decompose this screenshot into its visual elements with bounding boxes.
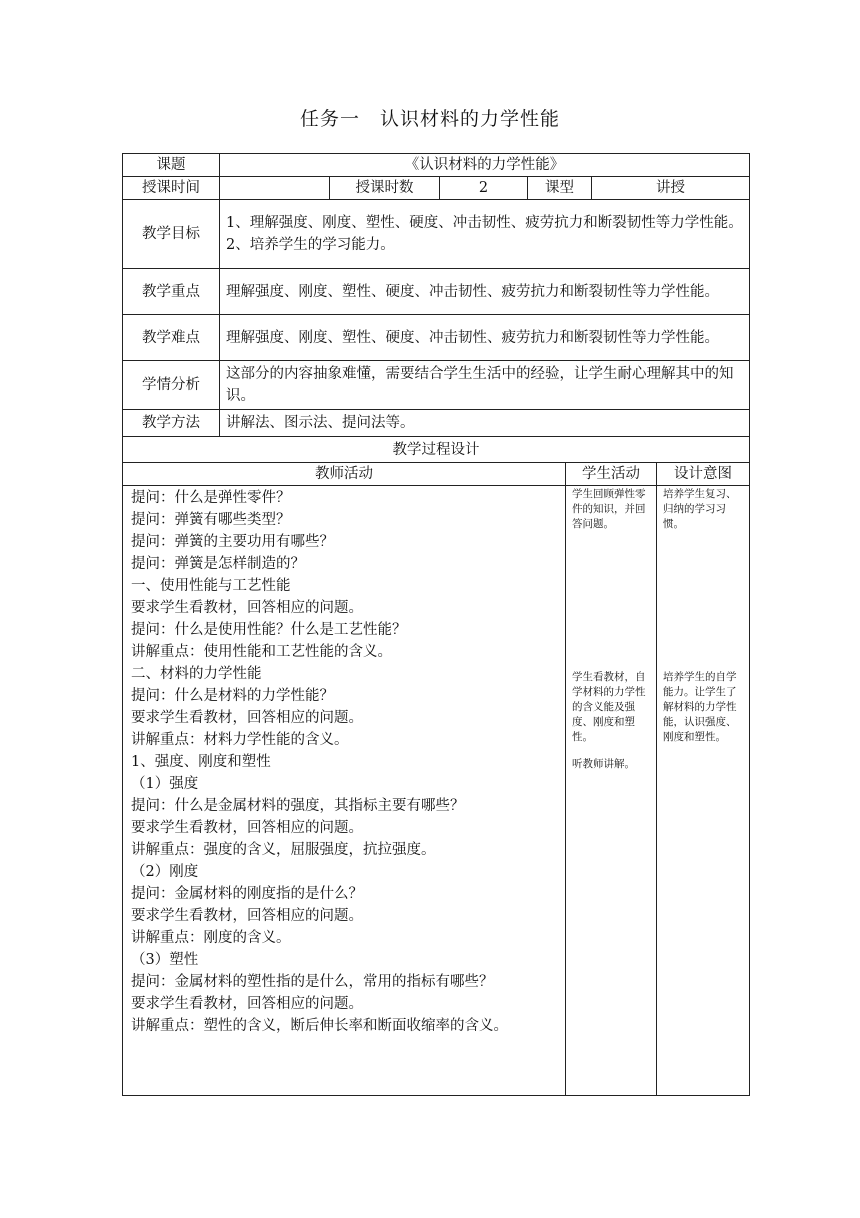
analysis-label: 学情分析 — [123, 361, 220, 410]
key-points-row — [123, 269, 750, 315]
type-value: 讲授 — [592, 177, 750, 200]
methods-row — [123, 410, 750, 437]
methods-text: 讲解法、图示法、提问法等。 — [220, 410, 750, 437]
teacher-line: 提问：弹簧有哪些类型？ — [131, 512, 291, 528]
teacher-line: 要求学生看教材，回答相应的问题。 — [131, 996, 363, 1012]
type-label: 课型 — [528, 177, 592, 200]
objectives-text — [220, 200, 750, 269]
difficulties-text: 理解强度、刚度、塑性、硬度、冲击韧性、疲劳抗力和断裂韧性等力学性能。 — [220, 315, 750, 361]
teacher-line: 二、材料的力学性能 — [131, 666, 262, 682]
teacher-line: 提问：弹簧的主要功用有哪些？ — [131, 534, 334, 550]
teacher-line: 提问：金属材料的塑性指的是什么，常用的指标有哪些？ — [131, 974, 494, 990]
objectives-line-1: 1、理解强度、刚度、塑性、硬度、冲击韧性、疲劳抗力和断裂韧性等力学性能。 — [226, 215, 743, 231]
teacher-line: 讲解重点：刚度的含义。 — [131, 930, 291, 946]
teacher-line: 要求学生看教材，回答相应的问题。 — [131, 908, 363, 924]
teacher-line: 讲解重点：材料力学性能的含义。 — [131, 732, 349, 748]
teacher-line: 提问：什么是使用性能？什么是工艺性能？ — [131, 622, 407, 638]
key-points-label: 教学重点 — [123, 269, 220, 315]
analysis-row — [123, 361, 750, 410]
teacher-line: （1）强度 — [131, 776, 199, 792]
intent-column-header: 设计意图 — [657, 463, 750, 486]
intent-1: 培养学生复习、归纳的学习习惯。 — [663, 488, 737, 530]
student-activity-cell — [566, 486, 657, 1096]
intent-cell — [657, 486, 750, 1096]
teacher-line: （2）刚度 — [131, 864, 199, 880]
hours-label: 授课时数 — [330, 177, 440, 200]
teacher-line: 一、使用性能与工艺性能 — [131, 578, 291, 594]
teacher-line: 要求学生看教材，回答相应的问题。 — [131, 820, 363, 836]
process-body-row — [123, 486, 750, 1096]
difficulties-row — [123, 315, 750, 361]
hours-value: 2 — [440, 177, 528, 200]
student-activity-2: 学生看教材，自学材料的力学性的含义能及强度、刚度和塑性。 — [572, 671, 646, 743]
difficulties-label: 教学难点 — [123, 315, 220, 361]
page-title: 任务一 认识材料的力学性能 — [299, 108, 560, 130]
process-header-row — [123, 463, 750, 486]
key-points-text: 理解强度、刚度、塑性、硬度、冲击韧性、疲劳抗力和断裂韧性等力学性能。 — [220, 269, 750, 315]
teacher-line: 要求学生看教材，回答相应的问题。 — [131, 600, 363, 616]
methods-label: 教学方法 — [123, 410, 220, 437]
objectives-label: 教学目标 — [123, 200, 220, 269]
student-activity-3: 听教师讲解。 — [572, 758, 635, 770]
objectives-row — [123, 200, 750, 269]
teacher-line: 提问：什么是金属材料的强度，其指标主要有哪些？ — [131, 798, 465, 814]
teacher-line: （3）塑性 — [131, 952, 199, 968]
process-title: 教学过程设计 — [123, 437, 750, 463]
student-column-header: 学生活动 — [566, 463, 657, 486]
process-title-row — [123, 437, 750, 463]
time-label: 授课时间 — [123, 177, 220, 200]
student-activity-1: 学生回顾弹性零件的知识，并回答问题。 — [572, 488, 646, 530]
teacher-line: 要求学生看教材，回答相应的问题。 — [131, 710, 363, 726]
teacher-line: 讲解重点：塑性的含义，断后伸长率和断面收缩率的含义。 — [131, 1018, 508, 1034]
time-value — [220, 177, 330, 200]
teacher-activity-cell — [123, 486, 566, 1096]
intent-2: 培养学生的自学能力。让学生了解材料的力学性能，认识强度、刚度和塑性。 — [663, 671, 737, 743]
teacher-line: 讲解重点：使用性能和工艺性能的含义。 — [131, 644, 392, 660]
teacher-line: 提问：弹簧是怎样制造的？ — [131, 556, 305, 572]
teacher-line: 提问：什么是材料的力学性能？ — [131, 688, 334, 704]
teacher-line: 1、强度、刚度和塑性 — [131, 754, 271, 770]
teacher-line: 提问：什么是弹性零件？ — [131, 490, 291, 506]
topic-value: 《认识材料的力学性能》 — [220, 154, 750, 177]
topic-row — [123, 154, 750, 177]
teacher-line: 提问：金属材料的刚度指的是什么？ — [131, 886, 363, 902]
teacher-column-header: 教师活动 — [123, 463, 566, 486]
lesson-plan-table — [122, 153, 750, 1096]
analysis-text: 这部分的内容抽象难懂，需要结合学生生活中的经验，让学生耐心理解其中的知识。 — [220, 361, 750, 410]
objectives-line-2: 2、培养学生的学习能力。 — [226, 237, 395, 253]
teacher-line: 讲解重点：强度的含义，屈服强度，抗拉强度。 — [131, 842, 436, 858]
schedule-row — [123, 177, 750, 200]
topic-label: 课题 — [123, 154, 220, 177]
